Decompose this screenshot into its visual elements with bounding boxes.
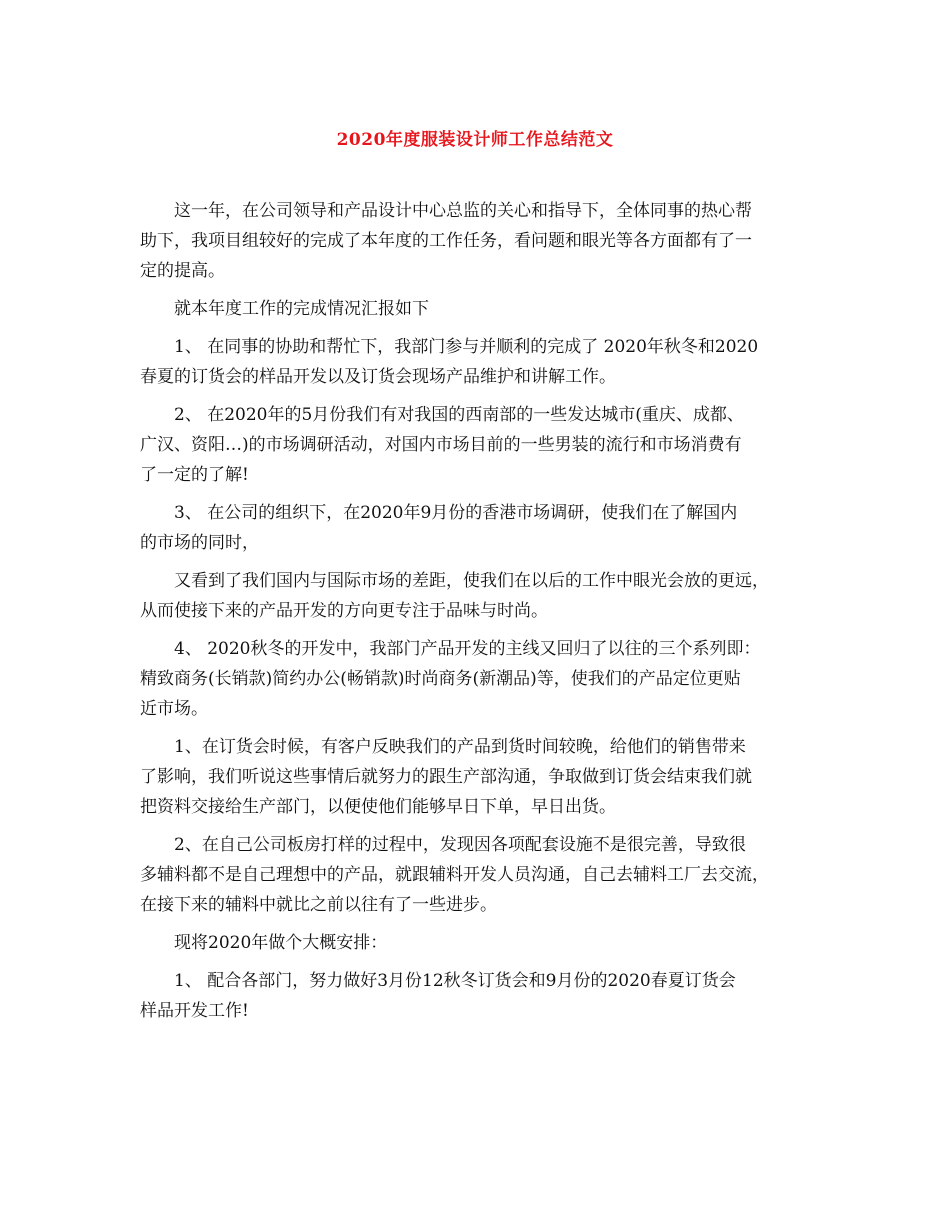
paragraph-line: 多辅料都不是自己理想中的产品，就跟辅料开发人员沟通，自己去辅料工厂去交流， [140,865,769,885]
paragraph [140,196,822,286]
paragraph-line: 就本年度工作的完成情况汇报如下 [174,299,429,319]
paragraph [140,332,822,392]
paragraph-line: 把资料交接给生产部门，以便使他们能够早日下单，早日出货。 [140,797,616,817]
paragraph-line: 近市场。 [140,699,208,719]
paragraph-line: 精致商务(长销款)简约办公(畅销款)时尚商务(新潮品)等，使我们的产品定位更贴 [140,669,741,689]
paragraph-line: 4、 2020秋冬的开发中，我部门产品开发的主线又回归了以往的三个系列即： [174,639,761,659]
paragraph-line: 定的提高。 [140,261,225,281]
paragraph-line: 2、在自己公司板房打样的过程中，发现因各项配套设施不是很完善，导致很 [174,835,746,855]
paragraph [140,634,822,724]
paragraph [140,928,822,958]
paragraph-line: 了一定的了解! [140,465,249,485]
paragraph-line: 3、 在公司的组织下，在2020年9月份的香港市场调研，使我们在了解国内 [174,503,738,523]
paragraph [140,732,822,822]
paragraph-line: 的市场的同时， [140,533,259,553]
paragraph-line: 助下，我项目组较好的完成了本年度的工作任务，看问题和眼光等各方面都有了一 [140,231,752,251]
paragraph-line: 广汉、资阳…)的市场调研活动，对国内市场目前的一些男装的流行和市场消费有 [140,435,742,455]
paragraph-line: 在接下来的辅料中就比之前以往有了一些进步。 [140,895,497,915]
paragraph [140,566,822,626]
paragraph-line: 春夏的订货会的样品开发以及订货会现场产品维护和讲解工作。 [140,367,616,387]
paragraph-line: 又看到了我们国内与国际市场的差距，使我们在以后的工作中眼光会放的更远， [174,571,769,591]
paragraph-line: 样品开发工作! [140,1001,249,1021]
paragraph-line: 这一年，在公司领导和产品设计中心总监的关心和指导下，全体同事的热心帮 [174,201,752,221]
paragraph-line: 2、 在2020年的5月份我们有对我国的西南部的一些发达城市(重庆、成都、 [174,405,744,425]
paragraph-line: 1、 配合各部门，努力做好3月份12秋冬订货会和9月份的2020春夏订货会 [174,971,736,991]
document-body [140,196,822,1034]
paragraph-line: 从而使接下来的产品开发的方向更专注于品味与时尚。 [140,601,548,621]
paragraph [140,830,822,920]
paragraph [140,966,822,1026]
paragraph-line: 了影响，我们听说这些事情后就努力的跟生产部沟通，争取做到订货会结束我们就 [140,767,752,787]
document-title: 2020年度服装设计师工作总结范文 [336,130,614,150]
paragraph-line: 现将2020年做个大概安排： [174,933,388,953]
paragraph-line: 1、在订货会时候，有客户反映我们的产品到货时间较晚，给他们的销售带来 [174,737,746,757]
paragraph [140,498,822,558]
paragraph-line: 1、 在同事的协助和帮忙下，我部门参与并顺利的完成了 2020年秋冬和2020 [174,337,759,357]
paragraph [140,400,822,490]
paragraph [140,294,822,324]
